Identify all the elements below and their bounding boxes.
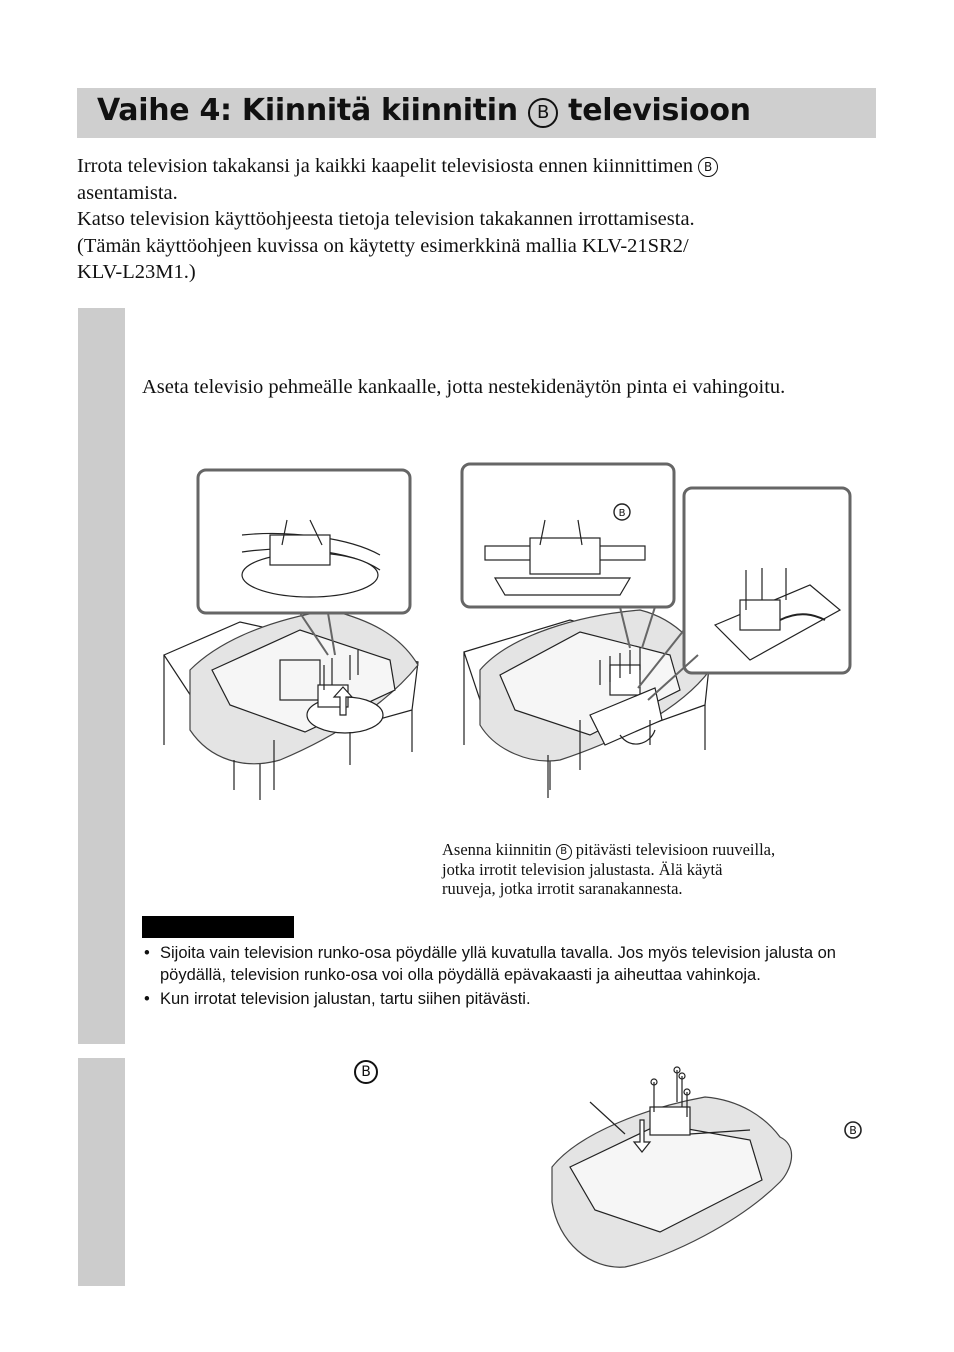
title-main: Kiinnitä kiinnitin [241,93,518,128]
note-item: • Sijoita vain television runko-osa pöydälle yllä kuvatulla tavalla. Jos myös television jalusta on pöydällä, television runko-osa voi olla pöydällä epävakaasti ja aiheuttaa vahinkoja. [142,942,882,986]
step-label: Vaihe 4: [97,93,232,128]
step-2-illustration [540,1062,870,1282]
step-1-illustration [150,460,870,820]
caption-line-2: jotka irrotit television jalustasta. Älä käytä [442,860,723,879]
badge-b-icon: B [354,1060,378,1084]
badge-b-icon: B [556,844,572,860]
callout-badge-label: B [618,508,626,519]
caption-pre: Asenna kiinnitin [442,840,552,859]
title-end: televisioon [568,93,751,128]
caption-line-3: ruuveja, jotka irrotit saranakannesta. [442,879,683,898]
step-2-badge [354,1060,378,1084]
step-1-caption [442,840,882,898]
badge-b-icon: B [528,98,558,128]
step-1-sidebar [78,308,125,1044]
intro-paragraph [77,153,877,286]
page-title [97,93,751,128]
intro-line-5: KLV-L23M1.) [77,261,196,283]
left-table-drawing [164,610,418,800]
right-table-drawing [464,610,710,798]
intro-line-1: Irrota television takakansi ja kaikki kaapelit televisiosta ennen kiinnittimen [77,155,693,177]
intro-line-2: asentamista. [77,181,178,204]
note-heading-bar [142,916,294,938]
step-2-sidebar [78,1058,125,1286]
notes-list [142,942,882,1012]
step-1-text: Aseta televisio pehmeälle kankaalle, jotta nestekidenäytön pinta ei vahingoitu. [142,376,786,398]
step-2-figure-badge-label: B [849,1124,857,1137]
badge-b-icon: B [698,157,718,177]
note-item: • Kun irrotat television jalustan, tartu siihen pitävästi. [142,988,882,1010]
intro-line-4: (Tämän käyttöohjeen kuvissa on käytetty esimerkkinä mallia KLV-21SR2/ [77,234,689,257]
intro-line-3: Katso television käyttöohjeesta tietoja television takakannen irrottamisesta. [77,208,695,230]
caption-post: pitävästi televisioon ruuveilla, [575,840,776,859]
